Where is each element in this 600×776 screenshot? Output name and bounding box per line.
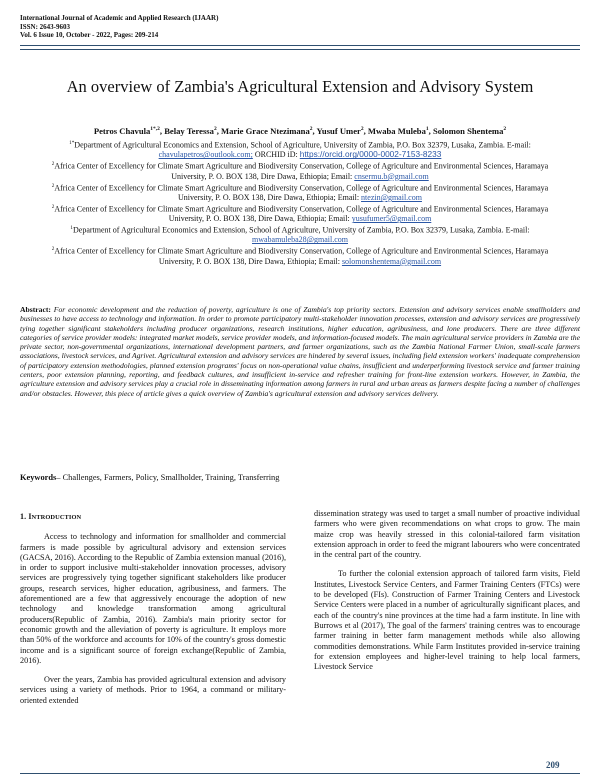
author-affiliation-mark: 2 — [503, 126, 507, 133]
journal-name: International Journal of Academic and Applied Research (IJAAR) — [20, 14, 219, 22]
keywords-text: – Challenges, Farmers, Policy, Smallholder, Training, Transferring — [56, 473, 280, 482]
affiliation — [40, 224, 560, 245]
author-affiliation-mark: 2 — [360, 126, 364, 133]
author-name: Marie Grace Ntezimana — [221, 126, 310, 136]
intro-paragraph-2: Over the years, Zambia has provided agricultural extension and advisory services using a variety of methods. Prior to 1964, a command or military-oriented extended — [20, 675, 286, 705]
abstract-label: Abstract: — [20, 305, 51, 314]
author-affiliation-mark: 1 — [425, 126, 429, 133]
affiliation — [40, 160, 560, 181]
journal-issn: ISSN: 2643-9603 — [20, 22, 70, 31]
journal-header — [20, 14, 218, 40]
email-link[interactable]: ntezin@gmail.com — [361, 192, 422, 202]
email-link[interactable]: mwabamuleba28@gmail.com — [251, 235, 348, 245]
journal-volume: Vol. 6 Issue 10, October - 2022, Pages: 209-214 — [20, 31, 159, 39]
affiliation — [40, 245, 560, 266]
orcid-label: ORCHID iD: — [252, 150, 300, 160]
email-link[interactable]: yusufumer5@gmail.com — [351, 214, 432, 224]
author-name: Solomon Shentema — [432, 126, 504, 136]
paper-title: An overview of Zambia's Agricultural Extension and Advisory System — [66, 77, 534, 96]
keywords — [20, 473, 580, 482]
affiliation-mark: 2 — [51, 182, 55, 189]
intro-paragraph-3: dissemination strategy was used to target a small number of proactive individual farmers who were given recommendations on what crops to grow. The main maize crop was heavily stressed in this colonial-tailored farm visitation extension approach in order to feed the migrant labourers who were concentrated in the central part of the country. — [314, 509, 580, 560]
affiliation-mark: 1* — [69, 140, 75, 146]
author-affiliation-mark: 1*,2 — [150, 126, 160, 133]
intro-paragraph-4: To further the colonial extension approach of tailored farm visits, Field Institutes, Livestock Service Centers, and Farmer Training Centers (FTCs) were to be developed (FIs). Construction of Farmer Training Centers and Livestock Service Centers were placed in a number of agriculturally significant places, and each of the country's nine provinces at the time had a farm institute. In line with Burrows et al (2017), The goal of the farmers' training centres was to encourage farmer training in better farm management methods while also allowing commodities demonstrations. While Farm Institutes provided in-service training for extension employees and higher-level training to help local farmers, Livestock Service — [314, 569, 580, 672]
abstract-text: For economic development and the reduction of poverty, agriculture is one of Zambia's top priority sectors. Extension and advisory services enable smallholders and businesses to have access to technology and information. In order to promote participatory multi-stakeholder innovation processes, extension and advisory services are progressively tying together significant stakeholders including producer organizations, research institutions, higher education, agribusiness, and lone producers. There are three different categories of service provider models: integrated market models, service provider models, and information-focused models. The main agricultural service providers in Zambia are the private sector, non-governmental organizations, international development partners, and farmer organizations, such as the Zambia National Farmer Union, small-scale farmers associations, livestock services, and Agrivet. Agricultural extension and advisory services are hindered by several issues, including field extension workers' inadequate comprehension of participatory extension methodologies, planned extension programs' focus on non-operational value chains, insufficient and underperforming livestock service and farmer training centers, poor extension planning, reporting, and feedback cultures, and insufficient in-service and refresher training for front-line extension workers. However, in Zambia, the agriculture extension and advisory services play a crucial role in disseminating information among farmers in rural and urban areas as farmers despite facing a number of challenges and/or obstacles. However, this piece of article gives a quick overview of Zambia's agricultural extension and advisory services delivery. — [20, 305, 580, 398]
affiliation-mark: 2 — [51, 203, 55, 210]
author-name: Belay Teressa — [164, 126, 214, 136]
author-name: Yusuf Umer — [316, 126, 361, 136]
affiliation-text: Africa Center of Excellency for Climate Smart Agriculture and Biodiversity Conservation, College of Agriculture and Environmental Sciences, Haramaya University, P. O. BOX 138, Dire Dawa, Ethiopia; Email: — [54, 204, 549, 224]
intro-paragraph-1: Access to technology and information for smallholder and commercial farmers is made possible by agricultural advisory and extension services (GACSA, 2016). According to the Republic of Zambia extension manual (2016), in order to support inclusive multi-stakeholder innovation processes, advisory services are progressively tying together significant stakeholders like producer groups, research services, higher education, agribusiness, and farmers. The aforementioned are a few that aggressively encourage the adoption of new technology and knowledge transformation among agricultural producers(Republic of Zambia, 2016). Zambia's main priority sector for economic growth and the alleviation of poverty is agriculture. It employs more than 50% of the workforce and accounts for 10% of the country's gross domestic income and is a significant source of foreign exchange(Republic of Zambia, 2016). — [20, 532, 286, 665]
affiliation-mark: 2 — [51, 246, 55, 253]
affiliation-mark: 2 — [51, 161, 55, 168]
author-name: Petros Chavula — [93, 126, 151, 136]
affiliation-text: Africa Center of Excellency for Climate Smart Agriculture and Biodiversity Conservation, College of Agriculture and Environmental Sciences, Haramaya University, P. O. BOX 138, Dire Dawa, Ethiopia; Email: — [54, 161, 549, 181]
author-name: Mwaba Muleba — [367, 126, 426, 136]
keywords-label: Keywords — [20, 473, 57, 482]
header-rule-top — [20, 45, 580, 46]
affiliation-text: Department of Agricultural Economics and Extension, School of Agriculture, University of Zambia, P.O. Box 32379, Lusaka, Zambia. E-mail: — [73, 225, 530, 235]
right-column — [314, 509, 580, 681]
author-list: Petros Chavula$^{1*,2}$, Belay Teressa$^2$, Marie Grace Ntezimana$^2$, Yusuf Umer$^2$, Mwaba Muleba$^1$, Solomon Shentema$^2$ — [93, 126, 507, 136]
page-number: 209 — [546, 760, 560, 770]
affiliation-mark: 1 — [70, 225, 73, 231]
affiliations — [40, 139, 560, 267]
affiliation — [40, 139, 560, 160]
author-affiliation-mark: 2 — [213, 126, 217, 133]
left-column — [20, 512, 286, 715]
email-link[interactable]: solomonshentema@gmail.com — [341, 256, 442, 266]
author-affiliation-mark: 2 — [309, 126, 313, 133]
footer-rule — [20, 773, 580, 774]
affiliation-text: Department of Agricultural Economics and Extension, School of Agriculture, University of Zambia, P.O. Box 32379, Lusaka, Zambia. E-mail: — [74, 140, 531, 150]
affiliation-text: Africa Center of Excellency for Climate Smart Agriculture and Biodiversity Conservation, College of Agriculture and Environmental Sciences, Haramaya University, P. O. BOX 138, Dire Dawa, Ethiopia; Email: — [54, 183, 549, 202]
orcid-link[interactable]: https://orcid.org/0000-0002-7153-8233 — [299, 149, 442, 160]
section-heading-introduction: 1. INTRODUCTION — [20, 512, 82, 521]
affiliation-text: Africa Center of Excellency for Climate Smart Agriculture and Biodiversity Conservation, College of Agriculture and Environmental Sciences, Haramaya University, P. O. BOX 138, Dire Dawa, Ethiopia; Email: — [54, 246, 549, 266]
affiliation — [40, 182, 560, 203]
affiliation — [40, 203, 560, 224]
header-rule-bottom — [20, 49, 580, 50]
email-link[interactable]: chavulapetros@outlook.com; — [158, 150, 253, 160]
email-link[interactable]: cnsermu.b@gmail.com — [354, 171, 429, 181]
abstract — [20, 305, 580, 398]
